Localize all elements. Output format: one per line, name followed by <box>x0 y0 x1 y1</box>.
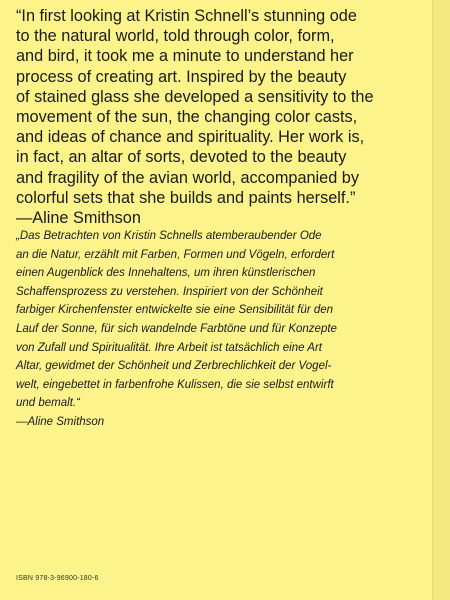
german-quote-line: farbiger Kirchenfenster entwickelte sie eine Sensibilität für den <box>16 304 334 317</box>
english-quote-line: and ideas of chance and spirituality. Her work is, <box>16 128 365 147</box>
german-quote-line: und bemalt.“ <box>16 397 80 410</box>
english-quote-line: and fragility of the avian world, accompanied by <box>16 168 360 187</box>
english-quote-line: movement of the sun, the changing color casts, <box>16 108 358 127</box>
german-quote-line: einen Augenblick des Innehaltens, um ihren künstlerischen <box>16 267 316 280</box>
english-quote-line: of stained glass she developed a sensitivity to the <box>16 87 374 106</box>
english-quote <box>16 6 416 228</box>
german-quote-line: an die Natur, erzählt mit Farben, Formen und Vögeln, erfordert <box>16 248 335 261</box>
german-quote-line: Schaffensprozess zu verstehen. Inspiriert von der Schönheit <box>16 285 323 298</box>
english-quote-line: and bird, it took me a minute to understand her <box>16 47 354 66</box>
german-quote-line: Altar, gewidmet der Schönheit und Zerbrechlichkeit der Vogel- <box>16 360 332 373</box>
german-quote-line: welt, eingebettet in farbenfrohe Kulissen, die sie selbst entwirft <box>16 378 334 391</box>
english-quote-line: in fact, an altar of sorts, devoted to the beauty <box>16 148 347 167</box>
german-quote-line: von Zufall und Spiritualität. Ihre Arbeit ist tatsächlich eine Art <box>16 341 322 354</box>
english-quote-line: to the natural world, told through color, form, <box>16 27 335 46</box>
english-quote-attribution: —Aline Smithson <box>16 209 141 228</box>
book-spine-edge <box>432 0 450 600</box>
german-quote-line: Lauf der Sonne, für sich wandelnde Farbtöne und für Konzepte <box>16 322 337 335</box>
german-quote-attribution: —Aline Smithson <box>16 415 105 428</box>
english-quote-line: colorful sets that she builds and paints herself.” <box>16 188 356 207</box>
isbn-number: ISBN 978-3-96900-180-6 <box>16 575 99 582</box>
english-quote-line: process of creating art. Inspired by the beauty <box>16 67 347 86</box>
german-quote <box>16 227 420 432</box>
german-quote-line: „Das Betrachten von Kristin Schnells atemberaubender Ode <box>16 230 322 242</box>
english-quote-line: “In first looking at Kristin Schnell’s stunning ode <box>16 7 357 25</box>
